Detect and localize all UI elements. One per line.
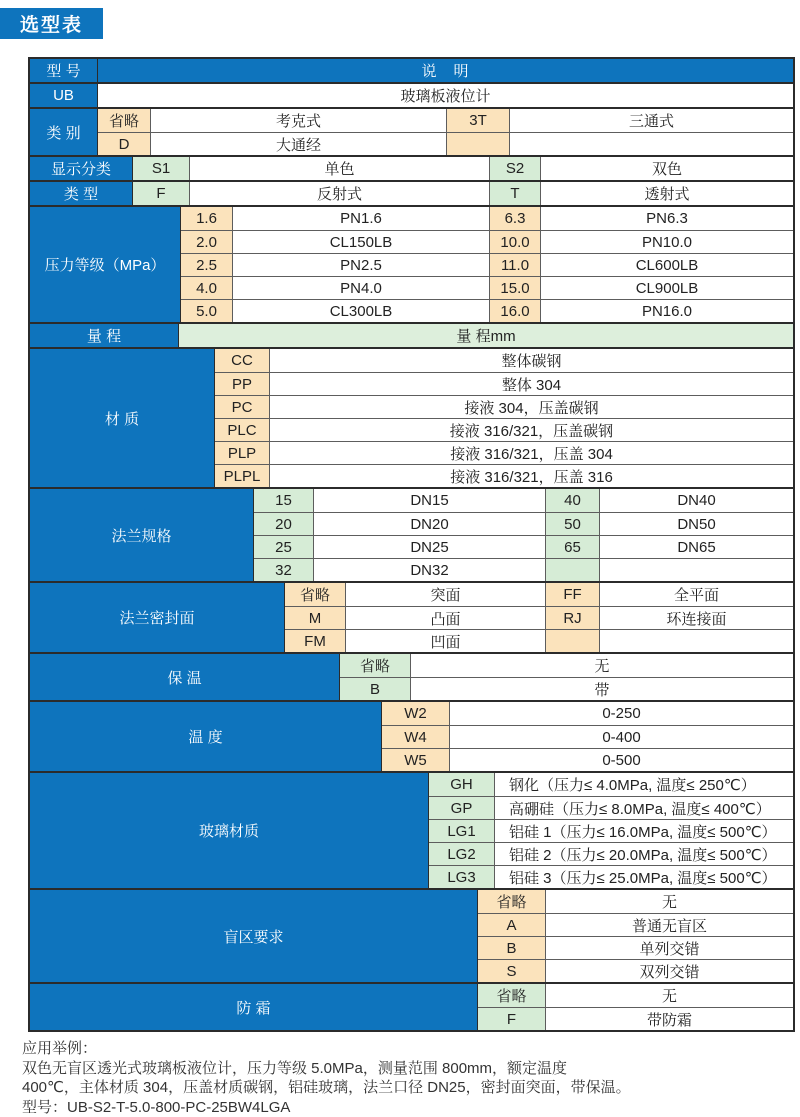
table-row xyxy=(478,913,793,936)
section-rows xyxy=(133,157,793,180)
desc-cell: DN65 xyxy=(599,536,793,558)
code-cell: F xyxy=(478,1008,545,1030)
desc-cell: PN6.3 xyxy=(540,207,793,230)
desc-cell: PN10.0 xyxy=(540,231,793,253)
section-label-range: 量 程 xyxy=(30,324,179,347)
table-row xyxy=(340,677,793,700)
desc-cell: PN1.6 xyxy=(232,207,489,230)
table-row xyxy=(215,372,793,395)
table-row xyxy=(181,230,793,253)
code-cell: RJ xyxy=(545,607,599,629)
table-row xyxy=(429,796,793,819)
code-cell: W5 xyxy=(382,749,449,771)
code-cell: FM xyxy=(285,630,345,652)
section-material xyxy=(30,347,793,487)
code-cell: 6.3 xyxy=(489,207,540,230)
code-cell xyxy=(545,559,599,581)
code-cell: D xyxy=(98,133,150,155)
table-row xyxy=(478,890,793,913)
section-rows xyxy=(429,773,793,888)
code-cell: 10.0 xyxy=(489,231,540,253)
code-cell: 2.0 xyxy=(181,231,232,253)
code-cell: PP xyxy=(215,373,269,395)
table-row xyxy=(382,748,793,771)
desc-cell: 双列交错 xyxy=(545,960,793,982)
code-cell: 40 xyxy=(545,489,599,512)
section-rows xyxy=(478,984,793,1030)
desc-cell: 单列交错 xyxy=(545,937,793,959)
code-cell: 32 xyxy=(254,559,313,581)
desc-cell xyxy=(509,133,793,155)
code-cell: B xyxy=(340,678,410,700)
table-row xyxy=(181,207,793,230)
section-rows xyxy=(98,109,793,155)
desc-cell: 大通经 xyxy=(150,133,446,155)
code-cell: T xyxy=(489,182,540,205)
desc-cell: 三通式 xyxy=(509,109,793,132)
code-cell: 15 xyxy=(254,489,313,512)
desc-cell: 凹面 xyxy=(345,630,545,652)
section-type xyxy=(30,180,793,205)
table-row xyxy=(429,819,793,842)
table-row xyxy=(429,773,793,796)
table-row xyxy=(340,654,793,677)
code-cell: 省略 xyxy=(478,984,545,1007)
section-label-display-class: 显示分类 xyxy=(30,157,133,180)
desc-cell: DN15 xyxy=(313,489,545,512)
desc-cell: 接液 316/321，压盖碳钢 xyxy=(269,419,793,441)
desc-cell: DN40 xyxy=(599,489,793,512)
table-row xyxy=(181,253,793,276)
desc-cell: DN50 xyxy=(599,513,793,535)
code-cell: 11.0 xyxy=(489,254,540,276)
desc-cell: 突面 xyxy=(345,583,545,606)
code-cell: 省略 xyxy=(478,890,545,913)
example-note-heading: 应用举例： xyxy=(22,1039,792,1059)
desc-cell: 反射式 xyxy=(189,182,489,205)
section-pressure xyxy=(30,205,793,322)
code-cell: LG2 xyxy=(429,843,494,865)
section-anti-frost xyxy=(30,982,793,1030)
desc-cell: 带 xyxy=(410,678,793,700)
desc-cell: 高硼硅（压力≤ 8.0MPa, 温度≤ 400℃） xyxy=(494,797,793,819)
code-cell: W2 xyxy=(382,702,449,725)
desc-cell: 玻璃板液位计 xyxy=(98,84,793,107)
desc-cell: 接液 316/321，压盖 316 xyxy=(269,465,793,487)
code-cell: PLP xyxy=(215,442,269,464)
table-row xyxy=(98,132,793,155)
table-row xyxy=(429,865,793,888)
desc-cell: 凸面 xyxy=(345,607,545,629)
section-label-model-header: 型 号 xyxy=(30,59,98,82)
page-title-text: 选型表 xyxy=(20,10,83,37)
table-row xyxy=(133,157,793,180)
code-cell: 16.0 xyxy=(489,300,540,322)
code-cell: 25 xyxy=(254,536,313,558)
code-cell: GP xyxy=(429,797,494,819)
desc-cell: CL900LB xyxy=(540,277,793,299)
code-cell: FF xyxy=(545,583,599,606)
table-row xyxy=(478,959,793,982)
section-glass xyxy=(30,771,793,888)
table-row xyxy=(429,842,793,865)
code-cell: 4.0 xyxy=(181,277,232,299)
section-rows xyxy=(215,349,793,487)
code-cell: GH xyxy=(429,773,494,796)
section-temperature xyxy=(30,700,793,771)
desc-cell: 整体碳钢 xyxy=(269,349,793,372)
section-label-material: 材 质 xyxy=(30,349,215,487)
desc-cell: 铝硅 1（压力≤ 16.0MPa, 温度≤ 500℃） xyxy=(494,820,793,842)
desc-cell: DN32 xyxy=(313,559,545,581)
section-rows xyxy=(98,59,793,82)
table-row xyxy=(478,1007,793,1030)
table-row xyxy=(215,418,793,441)
desc-cell: 量 程mm xyxy=(179,324,793,347)
table-row xyxy=(215,464,793,487)
table-row xyxy=(98,59,793,82)
desc-cell xyxy=(599,630,793,652)
desc-cell: 接液 304，压盖碳钢 xyxy=(269,396,793,418)
desc-cell: 接液 316/321，压盖 304 xyxy=(269,442,793,464)
section-rows xyxy=(181,207,793,322)
example-model-number: 型号：UB-S2-T-5.0-800-PC-25BW4LGA xyxy=(22,1098,792,1117)
desc-cell: PN2.5 xyxy=(232,254,489,276)
table-row xyxy=(254,512,793,535)
section-rows xyxy=(98,84,793,107)
page-title xyxy=(0,8,103,39)
table-row xyxy=(215,395,793,418)
code-cell: LG1 xyxy=(429,820,494,842)
table-row xyxy=(382,725,793,748)
code-cell: F xyxy=(133,182,189,205)
desc-cell: 带防霜 xyxy=(545,1008,793,1030)
section-flange-spec xyxy=(30,487,793,581)
code-cell: CC xyxy=(215,349,269,372)
section-blind-zone xyxy=(30,888,793,982)
desc-cell: 环连接面 xyxy=(599,607,793,629)
table-row xyxy=(179,324,793,347)
code-cell: 1.6 xyxy=(181,207,232,230)
code-cell: 50 xyxy=(545,513,599,535)
example-note-line: 双色无盲区透光式玻璃板液位计，压力等级 5.0MPa，测量范围 800mm，额定温度 xyxy=(22,1059,792,1079)
code-cell: W4 xyxy=(382,726,449,748)
code-cell: 5.0 xyxy=(181,300,232,322)
section-label-category: 类 别 xyxy=(30,109,98,155)
example-note-line: 400℃，主体材质 304，压盖材质碳钢，铝硅玻璃，法兰口径 DN25，密封面突面，带保温。 xyxy=(22,1078,792,1098)
section-label-type: 类 型 xyxy=(30,182,133,205)
table-row xyxy=(285,583,793,606)
table-row xyxy=(98,84,793,107)
desc-cell: PN4.0 xyxy=(232,277,489,299)
desc-cell: 0-400 xyxy=(449,726,793,748)
section-rows xyxy=(382,702,793,771)
table-row xyxy=(285,629,793,652)
desc-cell: 单色 xyxy=(189,157,489,180)
table-row xyxy=(478,936,793,959)
table-row xyxy=(254,535,793,558)
section-label-blind-zone: 盲区要求 xyxy=(30,890,478,982)
table-row xyxy=(254,558,793,581)
desc-cell: 无 xyxy=(545,984,793,1007)
desc-cell: 0-500 xyxy=(449,749,793,771)
section-rows xyxy=(285,583,793,652)
table-row xyxy=(181,299,793,322)
desc-cell: CL150LB xyxy=(232,231,489,253)
desc-cell: 铝硅 3（压力≤ 25.0MPa, 温度≤ 500℃） xyxy=(494,866,793,888)
section-model-header xyxy=(30,59,793,82)
code-cell: S1 xyxy=(133,157,189,180)
desc-cell: CL300LB xyxy=(232,300,489,322)
section-flange-face xyxy=(30,581,793,652)
code-cell: M xyxy=(285,607,345,629)
desc-cell: 全平面 xyxy=(599,583,793,606)
table-row xyxy=(215,349,793,372)
section-label-glass: 玻璃材质 xyxy=(30,773,429,888)
code-cell: 20 xyxy=(254,513,313,535)
desc-cell: 说 明 xyxy=(98,59,793,82)
desc-cell: 铝硅 2（压力≤ 20.0MPa, 温度≤ 500℃） xyxy=(494,843,793,865)
desc-cell: 整体 304 xyxy=(269,373,793,395)
table-row xyxy=(285,606,793,629)
section-insulation xyxy=(30,652,793,700)
desc-cell: 无 xyxy=(545,890,793,913)
desc-cell xyxy=(599,559,793,581)
code-cell: PC xyxy=(215,396,269,418)
desc-cell: 无 xyxy=(410,654,793,677)
section-rows xyxy=(254,489,793,581)
code-cell: PLC xyxy=(215,419,269,441)
table-row xyxy=(478,984,793,1007)
code-cell: 2.5 xyxy=(181,254,232,276)
code-cell: 15.0 xyxy=(489,277,540,299)
desc-cell: 钢化（压力≤ 4.0MPa, 温度≤ 250℃） xyxy=(494,773,793,796)
section-label-flange-spec: 法兰规格 xyxy=(30,489,254,581)
code-cell: 65 xyxy=(545,536,599,558)
table-row xyxy=(98,109,793,132)
desc-cell: CL600LB xyxy=(540,254,793,276)
table-row xyxy=(254,489,793,512)
section-display-class xyxy=(30,155,793,180)
code-cell: 省略 xyxy=(340,654,410,677)
code-cell: LG3 xyxy=(429,866,494,888)
section-rows xyxy=(179,324,793,347)
desc-cell: 普通无盲区 xyxy=(545,914,793,936)
desc-cell: PN16.0 xyxy=(540,300,793,322)
section-model-code xyxy=(30,82,793,107)
code-cell: B xyxy=(478,937,545,959)
code-cell: 省略 xyxy=(98,109,150,132)
code-cell: 3T xyxy=(446,109,509,132)
table-row xyxy=(215,441,793,464)
code-cell xyxy=(545,630,599,652)
selection-table xyxy=(28,57,795,1032)
table-row xyxy=(382,702,793,725)
section-label-insulation: 保 温 xyxy=(30,654,340,700)
table-row xyxy=(133,182,793,205)
code-cell: S2 xyxy=(489,157,540,180)
section-rows xyxy=(478,890,793,982)
section-label-pressure: 压力等级（MPa） xyxy=(30,207,181,322)
code-cell: S xyxy=(478,960,545,982)
table-row xyxy=(181,276,793,299)
code-cell: 省略 xyxy=(285,583,345,606)
example-note xyxy=(22,1039,792,1117)
desc-cell: DN20 xyxy=(313,513,545,535)
desc-cell: 0-250 xyxy=(449,702,793,725)
desc-cell: DN25 xyxy=(313,536,545,558)
section-label-flange-face: 法兰密封面 xyxy=(30,583,285,652)
section-label-anti-frost: 防 霜 xyxy=(30,984,478,1030)
desc-cell: 透射式 xyxy=(540,182,793,205)
desc-cell: 考克式 xyxy=(150,109,446,132)
section-rows xyxy=(133,182,793,205)
section-label-temperature: 温 度 xyxy=(30,702,382,771)
code-cell: A xyxy=(478,914,545,936)
code-cell: PLPL xyxy=(215,465,269,487)
desc-cell: 双色 xyxy=(540,157,793,180)
section-label-model-code: UB xyxy=(30,84,98,107)
code-cell xyxy=(446,133,509,155)
section-range xyxy=(30,322,793,347)
section-category xyxy=(30,107,793,155)
section-rows xyxy=(340,654,793,700)
